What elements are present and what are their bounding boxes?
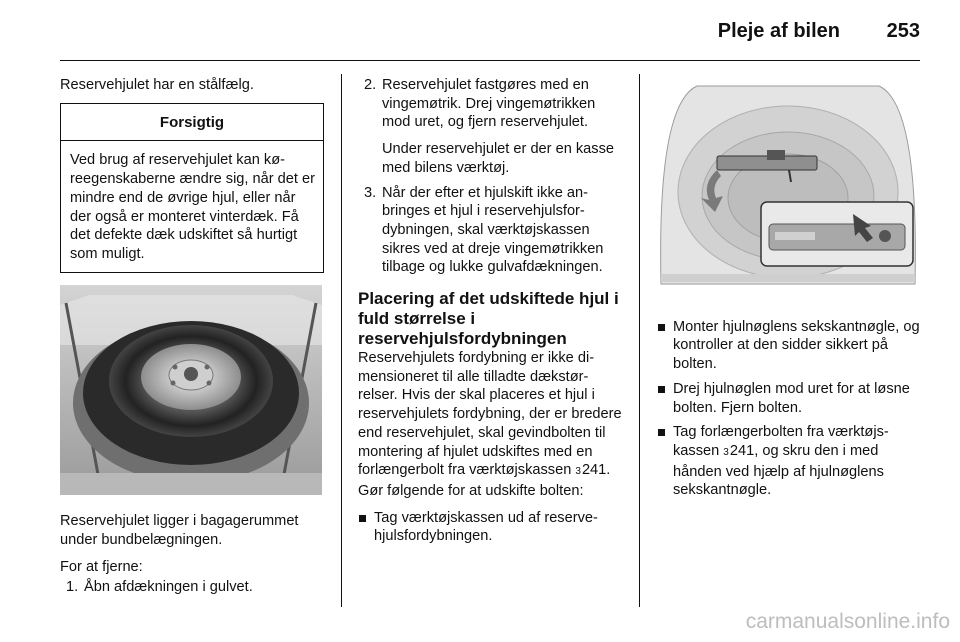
step-item <box>60 578 324 597</box>
bullet-list <box>657 318 921 500</box>
column-2 <box>358 76 622 552</box>
column-divider <box>341 74 342 607</box>
column-divider <box>639 74 640 607</box>
step-item <box>358 184 622 278</box>
step-number: 3. <box>364 184 377 201</box>
step-item <box>358 76 622 178</box>
bullet-item: Monter hjulnøglens sekskantnøgle, og kontroller at den sidder sikkert på bolten. <box>657 318 921 374</box>
column-3 <box>657 76 921 506</box>
location-text: Reservehjulet ligger i bagagerummet under bundbelægningen. <box>60 513 299 549</box>
step-number: 2. <box>364 77 377 93</box>
step-text: Åbn afdækningen i gulvet. <box>84 579 253 596</box>
step-number: 1. <box>66 579 79 596</box>
bullet-item: Tag værktøjskassen ud af reservehjulsfordybningen. <box>358 509 622 546</box>
watermark-footer: carmanualsonline.info <box>745 610 950 633</box>
page-number: 253 <box>886 20 920 42</box>
remove-intro: For at fjerne: <box>60 558 143 575</box>
step-text: Reservehjulet fastgøres med en vingemøtrik. Drej vingemøtrikken mod uret, og fjern reservehjulet. <box>382 77 596 131</box>
bullet-item: Drej hjulnøglen mod uret for at løsne bolten. Fjern bolten. <box>657 380 921 417</box>
caution-box <box>60 103 324 273</box>
step-extra-text: Under reservehjulet er der en kasse med bilens værktøj. <box>382 141 614 176</box>
page-ref: 241 <box>729 442 755 459</box>
caution-body: Ved brug af reservehjulet kan køreegenskaberne ændre sig, når det er mindre end de øvrige hjul, eller når der også er monteret vinterdæk. Få det defekte dæk udskiftet så hurtigt som muligt. <box>70 152 316 262</box>
header-rule <box>60 60 920 61</box>
spare-wheel-photo <box>60 285 324 501</box>
column-1 <box>60 76 324 599</box>
running-header-title: Pleje af bilen <box>717 20 840 42</box>
section-heading: Placering af det udskiftede hjul i fuld størrelse i reservehjulsfordybningen <box>358 289 619 349</box>
page-ref: 241 <box>581 462 607 479</box>
page-ref-icon: 3 <box>723 446 729 458</box>
section-paragraph: Reservehjulets fordybning er ikke dimensioneret til alle tilladte dækstørrelser. Hvis der skal placeres et hjul i reservehjulets fordybning, der er bredere end reservehjulet, skal gevindbolten til montering af hjulet udskiftes med en forlængerbolt fra værktøjskassen 3241. Gør følgende for at udskifte bolten: <box>358 350 622 499</box>
page-ref-icon: 3 <box>575 466 581 478</box>
bullet-list <box>358 509 622 546</box>
caution-title: Forsigtig <box>61 104 323 142</box>
steps-list <box>358 76 622 277</box>
bullet-item: Tag forlængerbolten fra værktøjskassen 3241, og skru den i med hånden ved hjælp af hjulnøglens sekskantnøgle. <box>657 423 921 500</box>
intro-text: Reservehjulet har en stålfælg. <box>60 77 254 93</box>
wing-nut-illustration <box>657 74 921 306</box>
steps-list <box>60 578 324 597</box>
step-text: Når der efter et hjulskift ikke anbringes et hjul i reservehjulsfordybningen, skal værktøjskassen sikres ved at dreje vingemøtrikken tilbage og lukke gulvafdækningen. <box>382 184 604 276</box>
